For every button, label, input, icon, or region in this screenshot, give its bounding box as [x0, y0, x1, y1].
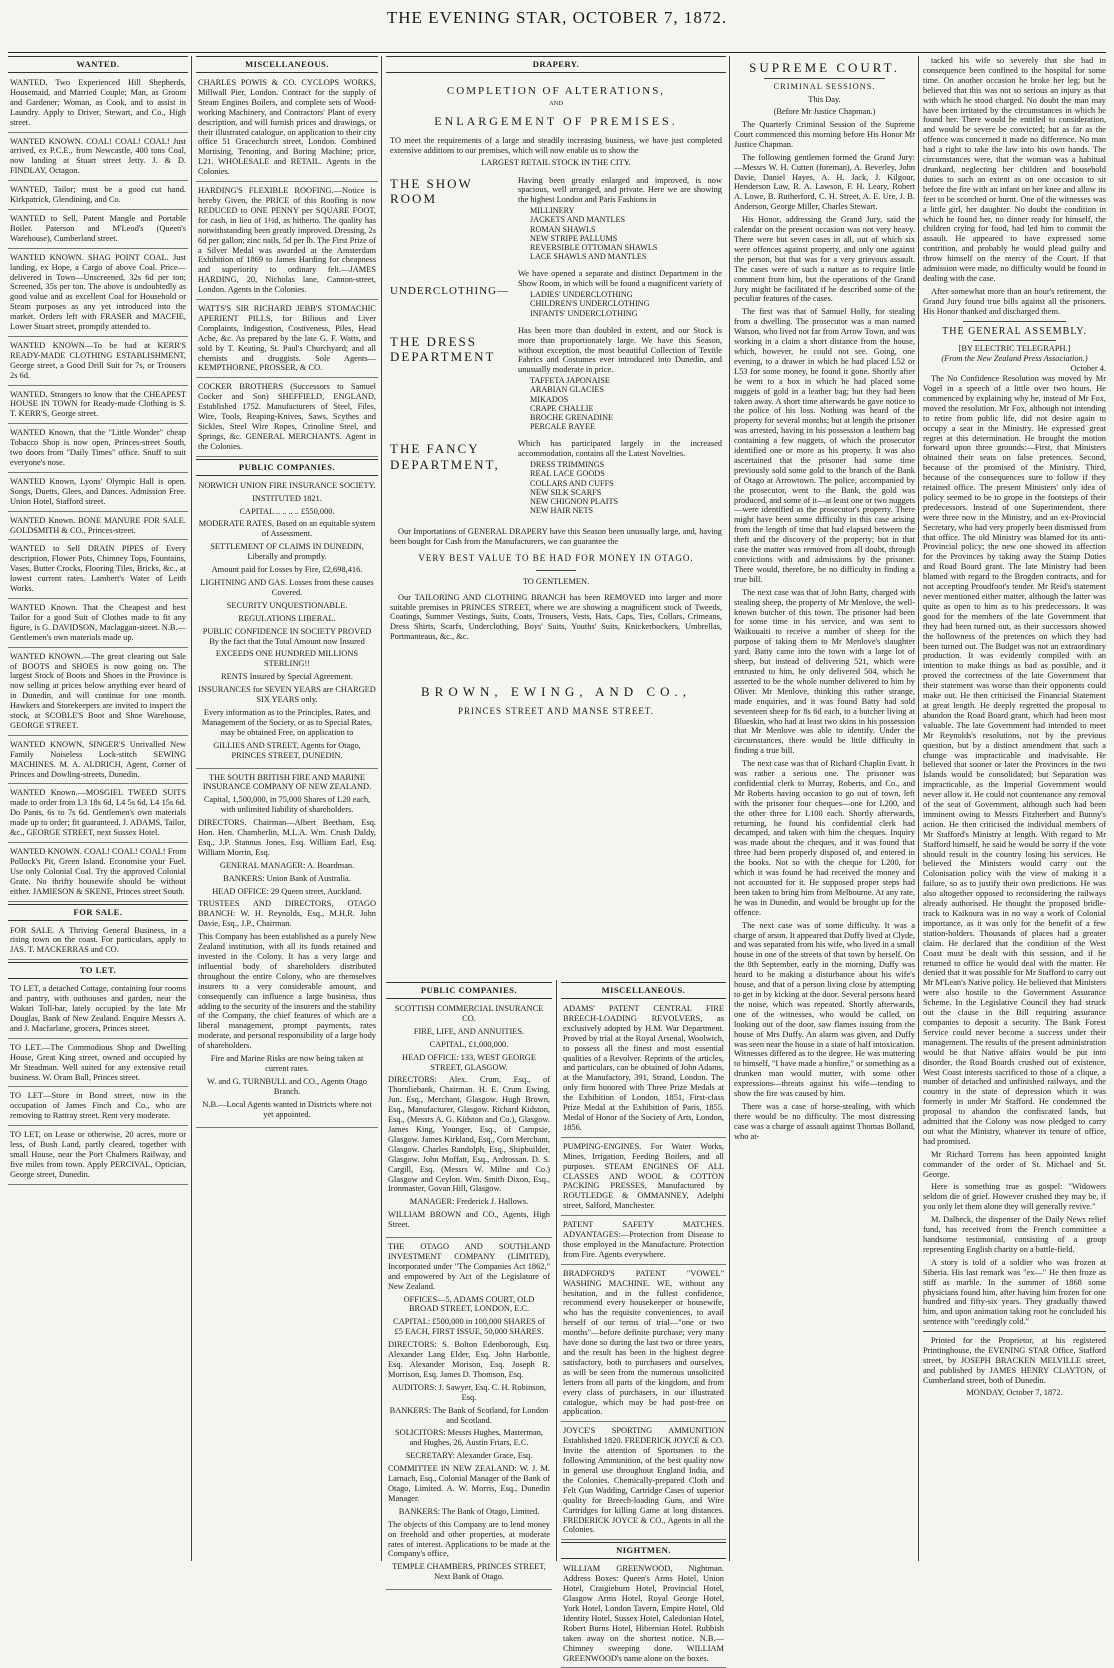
criminal-sessions-title: CRIMINAL SESSIONS.	[773, 82, 876, 92]
miscellaneous-ad: BRADFORD'S PATENT "VOWEL" WASHING MACHINE. WE, without any hesitation, and in the fullest confidence, recommend every housekeeper or housewife, who has the requisite conveniences, to avail herself of our terms of trial—"one or two months"—before definite purchase; very many have done so during the last two or three years, and the result has been in the highest degree satisfactory, both to purchasers and ourselves, as will be seen from the numerous unsolicited letters from all parts of the kingdom, and from every class of purchasers, in our illustrated catalogue, which may be had post-free on application.	[561, 1267, 726, 1423]
wanted-ad: WANTED KNOWN.—The great clearing out Sale of BOOTS and SHOES is now going on. The largest Stock of Boots and Shoes in the Province is now selling at prices below anything ever heard of in Dunedin, and will continue for one month. Hawkers and Storekeepers are invited to inspect the stock, at SCOBLE'S Boot and Shoe Warehouse, GEORGE STREET.	[8, 650, 188, 736]
column-rule	[918, 56, 919, 1561]
show-room-item: JACKETS AND MANTLES	[530, 215, 626, 225]
wanted-ad: WANTED Known. BONE MANURE FOR SALE. GOLDSMITH & CO., Princes-street.	[8, 514, 188, 541]
column-wanted	[8, 56, 188, 1561]
scottish-commercial-line: FIRE, LIFE, AND ANNUITIES.	[413, 1026, 525, 1036]
wanted-ad: WANTED to Sell DRAIN PIPES of Every description, Flower Pots, Chimney Tops, Fountains, Vases, Butter Crocks, Flooring Tiles, Bricks, &c., at lowest current rates. Lambert's Water of Leith Works.	[8, 542, 188, 599]
to-gentlemen-heading: TO GENTLEMEN.	[522, 576, 590, 586]
top-rule	[8, 52, 1106, 53]
wanted-ad: WANTED, Strangers to know that the CHEAPEST HOUSE IN TOWN for Ready-made Clothing is S. T. KERR'S, George street.	[8, 388, 188, 425]
general-assembly-title: THE GENERAL ASSEMBLY.	[942, 325, 1087, 337]
dress-department-text: Has been more than doubled in extent, and our Stock is more than proportionately large. We have this Season, without exception, the most beautiful Collection of Textile Fabrics and Costumes ever introduced into Dunedin, and unusually moderate in price.	[518, 325, 722, 375]
imprint-date: MONDAY, October 7, 1872.	[966, 1387, 1063, 1397]
miscellaneous-ad: HARDING'S FLEXIBLE ROOFING.—Notice is hereby Given, the PRICE of this Roofing is now REDUCED to ONE PENNY per SQUARE FOOT, for cash, in lieu of 1½d, as hitherto. The quality has notwithstanding been greatly improved. Dressing, 2s 6d per gallon; zinc nails, 5d per lb. The First Prize of a Silver Medal was awarded at the Amsterdam Exhibition of 1869 to James Harding for cheapness and superiority to ordinary felt.—JAMES HARDING, 20, Nicholas lane, Cannon-street, London. Agents in the Colonies.	[196, 184, 378, 300]
otago-investment-line: SOLICITORS: Messrs Hughes, Masterman, and Hughes, 26, Austin Friars, E.C.	[394, 1428, 544, 1448]
norwich-union-line: MODERATE RATES, Based on an equitable system of Assessment.	[198, 519, 376, 539]
show-room-section	[390, 176, 722, 264]
show-room-item: MILLINERY	[530, 206, 575, 216]
dress-department-section	[390, 326, 722, 434]
norwich-union-line: Amount paid for Losses by Fire, £2,698,416.	[211, 565, 363, 575]
norwich-union-line: PUBLIC CONFIDENCE IN SOCIETY PROVED By the fact that the Total Amount now Insured	[202, 626, 372, 646]
scottish-commercial-line: CAPITAL, £1,000,000.	[429, 1039, 509, 1049]
nightman-ad: WILLIAM GREENWOOD, Nightman. Address Boxes: Queen's Arms Hotel, Union Hotel, Craigieburn Hotel, Provincial Hotel, Glasgow Arms Hotel, Royal George Hotel, York Hotel, London Tavern, Empire Hotel, Old Identity Hotel, Sussex Hotel, Caledonian Hotel, Robert Burns Hotel, Hibernian Hotel. Rubbish taken away on the shortest notice. N.B.—Chimney sweeping done. WILLIAM GREENWOOD's name alone on the boxes.	[561, 1562, 726, 1668]
south-british-line: N.B.—Local Agents wanted in Districts where not yet appointed.	[202, 1099, 372, 1119]
masthead: THE EVENING STAR, OCTOBER 7, 1872.	[386, 8, 728, 27]
fancy-item: DRESS TRIMMINGS	[530, 460, 605, 470]
miscellaneous-ad: COCKER BROTHERS (Successors to Samuel Cocker and Son) SHEFFIELD, ENGLAND, Established 1752. Manufacturers of Steel, Files, Wire, Tools, Reaping-Knives, Saws, Scythes and Sickles, Steel Wire Ropes, Crinoline Steel, and Springs, &c. GENERAL MERCHANTS. Agent in the Colonies.	[196, 380, 378, 456]
fancy-department-text: Which has participated largely in the increased accommodation, contains all the Latest Novelties.	[518, 439, 722, 459]
wanted-ad: WANTED KNOWN—To be had at KERR'S READY-MADE CLOTHING ESTABLISHMENT, George street, a Good Drill Suit for 7s, or Trousers 2s 6d.	[8, 339, 188, 386]
wanted-ad: WANTED Known, that the "Little Wonder" cheap Tobacco Shop is now open, Princes-street South, two doors from "Daily Times" office. Snuff to suit everyone's nose.	[8, 426, 188, 473]
miscellaneous-lower-ads	[561, 1002, 726, 1540]
assembly-paragraph: M. Dalbeck, the dispenser of the Daily News relief fund, has received from the French committee a handsome testimonial, consisting of a group representing English charity on a battle-field.	[923, 1215, 1106, 1254]
norwich-union-line: CAPITAL .. .. .. .. £550,000.	[239, 506, 335, 516]
show-room-title: THE SHOW ROOM	[390, 175, 473, 206]
drapery-importations: Our Importations of GENERAL DRAPERY have this Season been unusually large, and, having been bought for Cash from the Manufacturers, we can guarantee the	[390, 527, 722, 547]
column-rule	[191, 56, 192, 1561]
wanted-ad: WANTED to Sell, Patent Mangle and Portable Boiler. Paterson and M'Leod's (Queen's Warehouse), Cumberland street.	[8, 212, 188, 249]
assembly-date: October 4.	[1070, 364, 1106, 374]
section-header-miscellaneous: MISCELLANEOUS.	[196, 56, 378, 73]
assembly-report-text	[923, 374, 1106, 1327]
otago-investment-line: COMMITTEE IN NEW ZEALAND: W. J. M. Larnach, Esq., Colonial Manager of the Bank of Otago, Limited. A. W. Morris, Esq., Dunedin Manager.	[388, 1464, 550, 1503]
court-paragraph: His Honor, addressing the Grand Jury, said the calendar on the present occasion was not very heavy. There were but seven cases in all, out of which six were offences against property, and only one against the person, but that was for a very grievous assault. The cases were of such a nature as to require little comment from him, but the operations of the Grand Jury might be facilitated if he described some of the peculiar features of the cases.	[734, 215, 915, 304]
column-supreme-court	[734, 56, 915, 1561]
for-sale-ad: FOR SALE. A Thriving General Business, in a rising town on the coast. For particulars, apply to JAS. T. MACKERRAS and CO.	[8, 924, 188, 961]
wanted-ad: WANTED KNOWN. COAL! COAL! COAL! Just arrived, ex P.C.E., from Newcastle, 400 tons Coal, now landing at Stuart street Jetty. J. & D. FINDLAY, Octagon.	[8, 135, 188, 182]
supreme-court-title: SUPREME COURT.	[749, 60, 900, 75]
south-british-ad	[196, 771, 378, 1128]
court-report-text	[734, 120, 915, 1142]
fancy-item: NEW SILK SCARFS	[530, 487, 602, 497]
column-public-companies-lower	[386, 982, 552, 1582]
fancy-item: REAL LACE GOODS	[530, 469, 605, 479]
south-british-line: BANKERS: Union Bank of Australia.	[223, 873, 351, 883]
fancy-department-title: THE FANCY DEPARTMENT,	[390, 441, 500, 472]
norwich-union-line: INSURANCES for SEVEN YEARS are CHARGED SIX YEARS only.	[198, 685, 376, 705]
fancy-item: COLLARS AND CUFFS	[530, 478, 614, 488]
underclothing-title: UNDERCLOTHING—	[390, 285, 510, 298]
south-british-line: DIRECTORS. Chairman—Albert Beetham, Esq. Hon. Hen. Chamberlin, M.L.A. Wm. Crush Daldy, Esq., J.P. Stannus Jones, Esq. William Earl, Esq. William Morrin, Esq.	[198, 818, 376, 857]
show-room-item: LACE SHAWLS AND MANTLES	[530, 252, 647, 262]
drapery-heading-2: ENLARGEMENT OF PREMISES.	[434, 113, 678, 128]
scottish-commercial-ad	[386, 1002, 552, 1238]
wanted-ads	[8, 76, 188, 902]
dress-item: ARABIAN GLACIES	[530, 385, 604, 395]
best-value-line: VERY BEST VALUE TO BE HAD FOR MONEY IN OTAGO.	[418, 553, 694, 564]
miscellaneous-ad: WATTS'S SIR RICHARD JEBB'S STOMACHIC APERIENT PILLS, for Bilious and Liver Complaints, Indigestion, Costiveness, Piles, Head Ache, &c. As prepared by the late G. F. Watts, and sold by T. Keating, St. Paul's Churchyard; and all chemists and druggists. Sole Agents—KEMPTHORNE, PROSSER, & CO.	[196, 302, 378, 378]
dress-item: MIKADOS	[530, 394, 569, 404]
section-header-for-sale: FOR SALE.	[8, 904, 188, 921]
norwich-union-line: REGULATIONS LIBERAL.	[238, 613, 336, 623]
norwich-union-line: INSTITUTED 1821.	[252, 493, 322, 503]
to-let-ad: TO LET.—The Commodious Shop and Dwelling House, Great King street, owned and occupied by Mr Steadman. Well suited for any extensive retail business. W. Oram Ball, Princes street.	[8, 1041, 188, 1088]
drapery-intro: TO meet the requirements of a large and steadily increasing business, we have just completed extensive additions to our premises, which will now enable us to show the	[390, 135, 722, 155]
miscellaneous-ads	[196, 76, 378, 457]
assembly-paragraph: Mr Richard Torrens has been appointed knight commander of the order of St. Michael and St. George.	[923, 1149, 1106, 1179]
norwich-union-line: Every information as to the Principles, Rates, and Management of the Society, or as to Special Rates, may be obtained Free, on application to	[201, 707, 373, 737]
court-paragraph: The next case was that of Richard Chaplin Evatt. It was rather a serious one. The prisoner was confidential clerk to Murray, Roberts, and Co., and Mr Roberts having occasion to go out of town, left with the prisoner four cheques—one for L200, and the other three for L100 each. Shortly afterwards, returning, he found his confidential clerk had decamped, and taken with him the cheques. Inquiry was made about the cheques, and it was found that three had been properly disposed of, and entered in the books. Not so with the cheque for L200, for which it was found he had received the money and not accounted for it. He supposed proper steps had been taken to bring him from Melbourne. At any rate, he was in Dunedin, and would be brought up for the offence.	[734, 759, 915, 917]
dress-department-list	[530, 376, 722, 431]
otago-investment-line: BANKERS: The Bank of Scotland, for London and Scotland.	[389, 1405, 549, 1425]
miscellaneous-ad: CHARLES POWIS & CO. CYCLOPS WORKS, Millwall Pier, London. Contract for the supply of Steam Engines Boilers, and complete sets of Wood-working Machinery, and Contractors' Plant of every description, and will furnish prices and drawings, or their illustrated catalogue, on application to their city office 51 Gracechurch street, London. Combined Mortising, Tenoning, and Boring Machine; price, L21. WHOLESALE and RETAIL. Agents in the Colonies.	[196, 76, 378, 182]
court-paragraph: The following gentlemen formed the Grand Jury:—Messrs W. H. Cutten (foreman), A. Beverley, John Davie, Daniel Hayes, A. H. Jack, J. Kilgour, Henderson Law, R. A. Lawson, F. H. Leary, Robert A. Lowe, B. Rutherford, C. H. Street, A. E. Ure, J. B. Anderson, George Miller, Charles Stewart.	[734, 152, 915, 212]
otago-investment-line: THE OTAGO AND SOUTHLAND INVESTMENT COMPANY (LIMITED), Incorporated under "The Companies Act 1862," and empowered by Act of the Legislature of New Zealand.	[388, 1242, 550, 1291]
court-paragraph: The next case was of some difficulty. It was a charge of arson. It appeared that Duffy lived at Clyde, and was separated from his wife, who lived in a small house in one of the streets of that town by herself. On the 8th September, early in the morning, Duffy was heard to be making a disturbance about his wife's house, and that of a person living close by attempting to get in by kicking at the door. Several persons heard the noise, which was repeated. Shortly afterwards, one of the witnesses, who would be called, on looking out of the door, saw flames issuing from the house of Mrs Duffy. An alarm was given, and Duffy was seen near the house in a state of half intoxication. Witnesses differed as to the degree. He was muttering to himself, "I have made a bonfire," or something as a drunken man would mutter, with some other expressions—threats against his wife—tending to show the fire was caused by him.	[734, 920, 915, 1099]
court-paragraph: After somewhat more than an hour's retirement, the Grand Jury found true bills against all the prisoners. His Honor thanked and discharged them.	[923, 286, 1106, 316]
court-report-continued	[923, 56, 1106, 317]
otago-investment-line: OFFICES—5, ADAMS COURT, OLD BROAD STREET, LONDON, E.C.	[403, 1294, 535, 1314]
fancy-department-section	[390, 439, 722, 517]
to-let-ad: TO LET, on Lease or otherwise, 20 acres, more or less, of Bush Land, partly cleared, together with small House, near the Port Chalmers Railway, and five miles from town. Apply PERCIVAL, Optician, George street, Dunedin.	[8, 1128, 188, 1185]
assembly-paragraph: The No Confidence Resolution was moved by Mr Vogel in a speech of a little over two hours. He commenced by explaining why he, instead of Mr Fox, moved the resolution. Mr Fox, although not intending to retire from public life, did not desire again to occupy a seat in the Ministry. He expressed great regret at this determination. He brought the motion forward upon three grounds:—First, that Ministers obtained their seats on false pretences. Second, because of the promised of the Ministry. Third, because of the consequences sure to follow if they retained office. The present Ministers' only idea of policy seemed to be to grope in the footsteps of their predecessors. Instead of one Superintendent, there were three now in the Ministry, and an ex-Provincial Secretary, who had very properly been dismissed from that office. The old Ministry was blamed for its anti-Provincial policy; the new one showed its affection for the Provinces by taking away the Stamp Duties and Road Board grant. The late Ministry had been blamed with regard to the Brogden contracts, and for not accepting Proudfoot's tender. Mr Reid's statement never mentioned either matter, although the latter was quite as open to him as to his predecessors. It was good for the members of the late Government that they had been turned out, as their successors showed the hollowness of the pretences on which they had been turned out. The Budget was not an extraordinary production. It was evidently compiled with an intention to make things as bad as possible, and it proved the correctness of the late Government that their statement was worse than their opponents could make out. He then criticised the Financial Statement at great length. He deeply regretted the proposal to abandon the Road Board grant, which had been most valuable. The late Government had intended to meet Mr Reynolds's resolutions, not by the previous question, but by a distinct amendment that such a change was impracticable and inadvisable. He believed that sooner or later the Provinces in the two Islands would be consolidated; but Separation was impracticable, as the Imperial Government would never allow it. He could not countenance any removal of the seat of Government, although such had been imminent owing to Messrs Fitzherbert and Bunny's action. He then criticised the individual members of Mr Stafford's Ministry at length. With regard to Mr Stafford himself, he said he would be sorry if the vote should result in the country losing his services. He believed the Ministers would carry out the Colonisation policy with the view of making it a failure, so as to justify their own predictions. He was also altogether opposed to reconsidering the railways already authorised. He thought the proposed bridle-track to Kaikoura was in no way a work of Colonial importance, as it was only for the benefit of a few station-holders. Thousands of places had a greater claim. He declared that the condition of the West Coast must be dealt with this session, and if he returned to office he would deal with the matter. He denied that it was possible for Mr Stafford to carry out Mr M'Lean's Native policy. He believed that Ministers were also hostile to the Government Assurance Scheme. In the Legislative Council they had struck out the clause in the Bill requiring assurance companies to deposit a security. The Bank Forest Service could never become a success under their management. The results of the present administration would be that Native affairs would be put into disorder, the Road Boards crushed out of existence, West Coast interests sacrificed to those of a clique, a number of detached and unfinished railways, and the country in the state of depression which it was formerly in under Mr Stafford. He condemned the proposal to abandon the confiscated lands, but admitted that the Colony was now pledged to carry out what the Ministry, whatever its tenure of office, had promised.	[923, 374, 1106, 1146]
miscellaneous-ad: PUMPING-ENGINES. For Water Works, Mines, Irrigation, Feeding Boilers, and all purposes. STEAM ENGINES OF ALL CLASSES AND WOOL & COTTON PACKING PRESSES, Manufactured by ROUTLEDGE & OMMANNEY, Adelphi street, Salford, Manchester.	[561, 1140, 726, 1216]
drapery-advertisement	[386, 56, 726, 976]
norwich-union-line: SECURITY UNQUESTIONABLE.	[226, 600, 348, 610]
column-rule	[556, 980, 557, 1561]
drapery-heading-and: AND	[548, 99, 564, 107]
norwich-union-line: NORWICH UNION FIRE INSURANCE SOCIETY.	[198, 480, 376, 490]
dress-item: TAFFETA JAPONAISE	[530, 376, 610, 386]
otago-investment-line: BANKERS: The Bank of Otago, Limited.	[398, 1506, 540, 1516]
court-paragraph: The Quarterly Criminal Session of the Supreme Court commenced this morning before His Honor Mr Justice Chapman.	[734, 120, 915, 149]
drapery-largest-stock: LARGEST RETAIL STOCK IN THE CITY.	[481, 157, 631, 167]
otago-investment-line: The objects of this Company are to lend money on freehold and other properties, at moderate rates of interest. Applications to be made at the Company's office,	[388, 1519, 550, 1559]
norwich-union-ad	[196, 479, 378, 769]
drapery-heading-1: COMPLETION OF ALTERATIONS,	[446, 85, 666, 98]
norwich-union-line: LIGHTNING AND GAS. Losses from these causes Covered.	[200, 578, 374, 597]
wanted-ad: WANTED Known. That the Cheapest and best Tailor for a good Suit of Clothes made to fit any figure, is G. DAVIDSON, Maclaggan-street. N.B.—Gentlemen's own materials made up.	[8, 601, 188, 648]
underclothing-section	[390, 269, 722, 319]
norwich-union-line: RENTS Insured by Special Agreement.	[221, 672, 353, 682]
show-room-item: ROMAN SHAWLS	[530, 224, 596, 234]
column-rule	[381, 56, 382, 1561]
south-british-line: Capital, 1,500,000, in 75,000 Shares of L20 each, with unlimited liability of shareholders.	[203, 795, 371, 815]
scottish-commercial-line: HEAD OFFICE: 133, WEST GEORGE STREET, GLASGOW.	[402, 1052, 536, 1072]
telegraph-byline: [BY ELECTRIC TELEGRAPH.]	[958, 344, 1071, 354]
tailoring-text: Our TAILORING AND CLOTHING BRANCH has been REMOVED into larger and more suitable premises in PRINCES STREET, where we are showing a magnificent stock of Tweeds, Coatings, Summer Vestings, Suits, Coats, Trousers, Vests, Hats, Caps, Ties, Collars, Crimeans, Dress Shirts, Scarfs, Underclothing, Boys' Suits, Youths' Suits, Knickerbockers, Umbrellas, Portmanteaus, &c., &c.	[390, 592, 722, 642]
section-header-to-let: TO LET.	[8, 962, 188, 979]
south-british-line: HEAD OFFICE: 29 Queen street, Auckland.	[212, 886, 362, 896]
court-paragraph: tacked his wife so severely that she had in consequence been confined to the hospital for some time. On another occasion he broke her leg; but he believed that this was not so serious an injury as that with which he stood charged. No doubt the man may have been irritated by the circumstances in which he found her. There would be entitled to consideration, and would be severe be convicted; but as far as the offence was concerned it made no difference. No man had a right to take the law into his own hands. The circumstances were, that the woman was a habitual drunkard, neglecting her children and household duties to such an extent as on one occasion to sit before the fire with an infant on her knee and allow its feet to be scorched or burnt. One of the witnesses was a little girl, her daughter. No doubt the condition in which he found her, no dinner ready for himself, the children crying for food, had led him to commit the assault. He appeared to have expressed some contrition, and probably he would plead guilty and throw himself on the mercy of the Court. If that admission were made, no difficulty would be found in dealing with the case.	[923, 56, 1106, 283]
to-let-ad: TO LET, a detached Cottage, containing four rooms and pantry, with outhouses and garden, near the Wakari Toll-bar, lately occupied by the late Mr Douglas, Bank of New Zealand. Enquire Messrs A. and J. Macfarlane, grocers, Princes street.	[8, 982, 188, 1039]
wanted-ad: WANTED KNOWN, SINGER'S Unrivalled New Family Noiseless Lock-stitch SEWING MACHINES. M. A. ALDRICH, Agent, Corner of Princes and Dowling-streets, Dunedin.	[8, 738, 188, 785]
fancy-item: NEW CHIGNON PLAITS	[530, 496, 619, 506]
dress-item: BROCHE GRENADINE	[530, 413, 614, 423]
section-header-nightmen: NIGHTMEN.	[561, 1542, 726, 1559]
south-british-line: Fire and Marine Risks are now being taken at current rates.	[210, 1054, 364, 1073]
firm-address: PRINCES STREET AND MANSE STREET.	[458, 705, 654, 716]
column-rule	[729, 56, 730, 1561]
dress-item: PERCALE RAYEE	[530, 422, 595, 432]
miscellaneous-ad: ADAMS' PATENT CENTRAL FIRE BREECH-LOADING REVOLVERS, as exclusively adopted by H.M. War Department. Proved by trial at the Royal Arsenal, Woolwich, to possess all the finest and most essential qualities of a Revolver. Reprints of the articles, and particulars, can be obtained of John Adams, at the Manufactory, 391, Strand, London. The only firm honored with Three Prize Medals at the Exhibition of London, 1851, First-class Prize Medal at the Exhibition of Paris, 1855. Medal of Honor of the Society of Arts, London, 1856.	[561, 1002, 726, 1138]
court-paragraph: The next case was that of John Batty, charged with stealing sheep, the property of Mr Menlove, the well-known butcher of this town. The prisoner had been for some time in his service, and was sent to Waikouaiti to receive a number of sheep for the purpose of taking them to Mr Menlove's slaughter yard. Batty came into the town with a large lot of sheep, but instead of delivering 521, which were entrusted to him, he only delivered 504, which he asserted to be the whole number delivered to him by Oliver. Mr Menlove, thinking this rather strange, made enquiries, and it was found Batty had sold seventeen sheep for 8s 6d each, to a butcher living at Blueskin, who had at least two skins in his possession that Mr Menlove was able to identify. Under the circumstances, there would be little difficulty in finding a true bill.	[734, 587, 915, 756]
court-paragraph: There was a case of horse-stealing, with which there would be no difficulty. The most distressing case was a charge of assault against Thomas Bolland, who at-	[734, 1101, 915, 1141]
norwich-union-line: GILLIES AND STREET, Agents for Otago, PRINCES STREET, DUNEDIN.	[213, 740, 361, 760]
scottish-commercial-line: MANAGER: Frederick J. Hallows.	[409, 1197, 529, 1207]
wanted-ad: WANTED, Two Experienced Hill Shepherds, Housemaid, and Married Couple; Man, as Groom and Gardener; Woman, as Cook, and to assist in Laundry. Apply to Driver, Stewart, and Co., High street.	[8, 76, 188, 133]
otago-investment-line: DIRECTORS: S. Bolton Edenborough, Esq. Alexander Lang Elder, Esq. John Harbottle, Esq. Alexander Morison, Esq. Joseph R. Morrison, Esq. James D. Thomson, Esq.	[388, 1340, 550, 1379]
show-room-item: NEW STRIPE PALLUMS	[530, 233, 618, 243]
press-association-line: (From the New Zealand Press Association.)	[941, 354, 1088, 364]
south-british-line: GENERAL MANAGER: A. Boardman.	[219, 860, 355, 870]
session-day: This Day.	[808, 95, 841, 105]
section-header-drapery: DRAPERY.	[386, 56, 726, 73]
section-header-miscellaneous: MISCELLANEOUS.	[561, 982, 726, 999]
underclothing-item: INFANTS' UNDERCLOTHING	[530, 308, 638, 318]
printer-imprint: Printed for the Proprietor, at his registered Printinghouse, the EVENING STAR Office, Stafford street, by JOSEPH BRACKEN MELVILLE street, and published by JAMES HENRY CLAYTON, of Cumberland street, both of Dunedin.	[923, 1336, 1106, 1385]
scottish-commercial-line: WILLIAM BROWN and CO., Agents, High Street.	[388, 1210, 550, 1230]
south-british-line: TRUSTEES AND DIRECTORS, OTAGO BRANCH: W. H. Reynolds, Esq., M.H.R. John Davie, Esq., J.P., Chairman.	[198, 899, 376, 929]
underclothing-text: We have opened a separate and distinct Department in the Show Room, in which will be found a magnificent variety of	[518, 269, 722, 289]
column-general-assembly	[923, 56, 1106, 1561]
column-miscellaneous	[196, 56, 378, 1561]
wanted-ad: WANTED Known.—MOSGIEL TWEED SUITS made to order from L3 18s 6d, L4 5s 6d, L4 15s 6d. Do Pants, 6s to 7s 6d. Gentlemen's own materials made up to order; fit guaranteed. J. ADAMS, Tailor, &c., GEORGE STREET, next Sussex Hotel.	[8, 786, 188, 843]
underclothing-item: CHILDREN'S UNDERCLOTHING	[530, 299, 650, 309]
wanted-ad: WANTED, Tailor; must be a good cut hand. Kirkpatrick, Glendining, and Co.	[8, 183, 188, 210]
show-room-item: REVERSIBLE OTTOMAN SHAWLS	[530, 242, 658, 252]
dress-item: CRAPE CHALLIE	[530, 403, 594, 413]
assembly-paragraph: A story is told of a soldier who was frozen at Siberia. His last remark was "ex—" He then froze as stiff as marble. In the summer of 1868 some physicians found him, after having him frozen for one hundred and fifty-six years. They gradually thawed him, and upon animation taking root he concluded his sentence with "ceedingly cold."	[923, 1257, 1106, 1327]
wanted-ad: WANTED KNOWN. SHAG POINT COAL. Just landing, ex Hope, a Cargo of above Coal. Price—delivered in Town—Unscreened, 32s 6d per ton; Screened, 35s per ton. The above is undoubtedly as good value and as excellent Coal for Household or Steam purposes as any yet introduced into the market. Orders left with FRASER and MACFIE, Lower Stuart street, promptly attended to.	[8, 251, 188, 337]
section-header-public-companies: PUBLIC COMPANIES.	[196, 459, 378, 476]
miscellaneous-ad: JOYCE'S SPORTING AMMUNITION Established 1820. FREDERICK JOYCE & CO. Invite the attention of Sportsmen to the following Ammunition, of the best quality now in general use throughout England India, and the Colonies. Chemically-prepared Cloth and Felt Gun Wadding, Cartridge Cases of superior quality for Breech-loading Guns, and Wire Cartridges for killing Game at long distances. FREDERICK JOYCE & CO., Agents in all the Colonies.	[561, 1424, 726, 1540]
south-british-line: THE SOUTH BRITISH FIRE AND MARINE INSURANCE COMPANY OF NEW ZEALAND.	[202, 772, 372, 792]
otago-investment-line: AUDITORS: J. Sawyer, Esq. C. H. Robinson, Esq.	[392, 1382, 546, 1402]
scottish-commercial-line: SCOTTISH COMMERCIAL INSURANCE CO.	[394, 1004, 544, 1023]
show-room-list	[530, 206, 722, 261]
divider	[536, 570, 576, 571]
south-british-line: W. and G. TURNBULL and CO., Agents Otago Branch.	[207, 1076, 367, 1096]
otago-investment-line: SECRETARY: Alexander Grace, Esq.	[405, 1451, 533, 1461]
to-let-ads	[8, 982, 188, 1184]
underclothing-item: LADIES' UNDERCLOTHING	[530, 290, 633, 300]
section-header-wanted: WANTED.	[8, 56, 188, 73]
court-paragraph: The first was that of Samuel Holly, for stealing from a dwelling. The prosecutor was a man named Watson, who lived not far from Arrow Town, and was working in a claim a short distance from the house, which, however, he could not see. Going, one evening, to a drawer in which he had placed L52 or L53 for some money, he found it gone. Shortly after he went to a box in which he had placed some nuggets of gold in a leather bag; but they had been taken away. A short time afterwards he gave notice to the police of his loss. Nothing was heard of the property for several months; but at length the prisoner was arrested, having in his possession a leathern bag containing a few nuggets, of which the prosecutor identified one or more as his property. It was also ascertained that the prisoner had some time previously sold some gold to the branch of the Bank of Otago at Arrowtown. The police, accompanied by the prosecutor, went to the Bank, the gold was produced, and some of it—at least one or two nuggets—were identified as the prosecutor's property. There might have been some difficulty in this case arising from the length of time that had elapsed between the theft and the discovery of the property; but in that case the matter was removed from all doubt, through convictions with and admissions by the prisoner. There would, therefore, be no difficulty in finding a true bill.	[734, 307, 915, 584]
miscellaneous-ad: PATENT SAFETY MATCHES. ADVANTAGES:—Protection from Disease to those employed in the Manufacture. Protection from Fire. Agents everywhere.	[561, 1218, 726, 1265]
wanted-ad: WANTED Known, Lyons' Olympic Hall is open. Songs, Duetts, Glees, and Dances. Admission Free. Union Hotel, Stafford street.	[8, 475, 188, 512]
otago-investment-line: CAPITAL: £500,000 in 100,000 SHARES of £5 EACH, FIRST ISSUE, 50,000 SHARES.	[393, 1317, 545, 1337]
dress-department-title: THE DRESS DEPARTMENT	[390, 333, 496, 365]
norwich-union-line: EXCEEDS ONE HUNDRED MILLIONS STERLING!!	[215, 649, 359, 669]
fancy-item: NEW HAIR NETS	[530, 506, 594, 516]
wanted-ad: WANTED KNOWN. COAL! COAL! COAL! From Pollock's Pit, Green Island. Economise your Fuel. Use only Colonial Coal. Try the approved Colonial Grate. No thrifty housewife should be without either. JAMIESON & SKENE, Princes street South.	[8, 845, 188, 902]
underclothing-list	[530, 290, 722, 318]
fancy-department-list	[530, 460, 722, 515]
assembly-paragraph: Here is something true as gospel: "Widowers seldom die of grief. However crushed they may be, if you only let them alone they will generally revive."	[923, 1182, 1106, 1212]
firm-name: BROWN, EWING, AND CO.,	[421, 684, 691, 700]
otago-southland-investment-ad	[386, 1240, 552, 1590]
session-judge: (Before Mr Justice Chapman.)	[773, 107, 876, 117]
scottish-commercial-line: DIRECTORS: Alex. Crum, Esq., of Thornliebank, Chairman. H. E. Crum Ewing, Jun. Esq., Merchant, Glasgow. Hugh Brown, Esq., Manufacturer, Glasgow. Richard Kidston, Esq., (Messrs A. G. Kidston and Co.), Glasgow. James King, Younger, Esq., of Campsie, Glasgow. James Kirkland, Esq., Corn Merchant, Glasgow. Charles Randolph, Esq., Shipbuilder, Glasgow. John Moffatt, Esq., Ardrossan. D. S. Cargill, Esq. (Messrs W. Milne and Co.) Glasgow and Ceylon. Wm. Smith Dixon, Esq., Ironmaster, Govan Hill, Glasgow.	[388, 1075, 550, 1194]
norwich-union-line: SETTLEMENT OF CLAIMS IN DUNEDIN, Liberally and promptly.	[210, 542, 364, 562]
south-british-line: This Company has been established as a purely New Zealand institution, with all its funds retained and invested in the Colony. It has a very large and influential body of shareholders distributed throughout the entire Colony, who are themselves insurers to a very considerable amount, and consequently can influence a large business, thus adding to the security of the insurers and the stability of the Company, the chief features of which are a liberal management, prompt payments, rates moderate, and personal responsibility of a large body of shareholders.	[198, 932, 376, 1051]
column-miscellaneous-lower	[561, 982, 726, 1663]
to-let-ad: TO LET—Store in Bond street, now in the occupation of James Finch and Co., who are removing to Rattray street. Rent very moderate.	[8, 1089, 188, 1126]
show-room-text: Having been greatly enlarged and improved, is now spacious, well arranged, and private. Here we are showing the highest London and Paris Fashions in	[518, 175, 722, 205]
otago-investment-line: TEMPLE CHAMBERS, PRINCES STREET, Next Bank of Otago.	[392, 1562, 546, 1582]
section-header-public-companies: PUBLIC COMPANIES.	[386, 982, 552, 999]
